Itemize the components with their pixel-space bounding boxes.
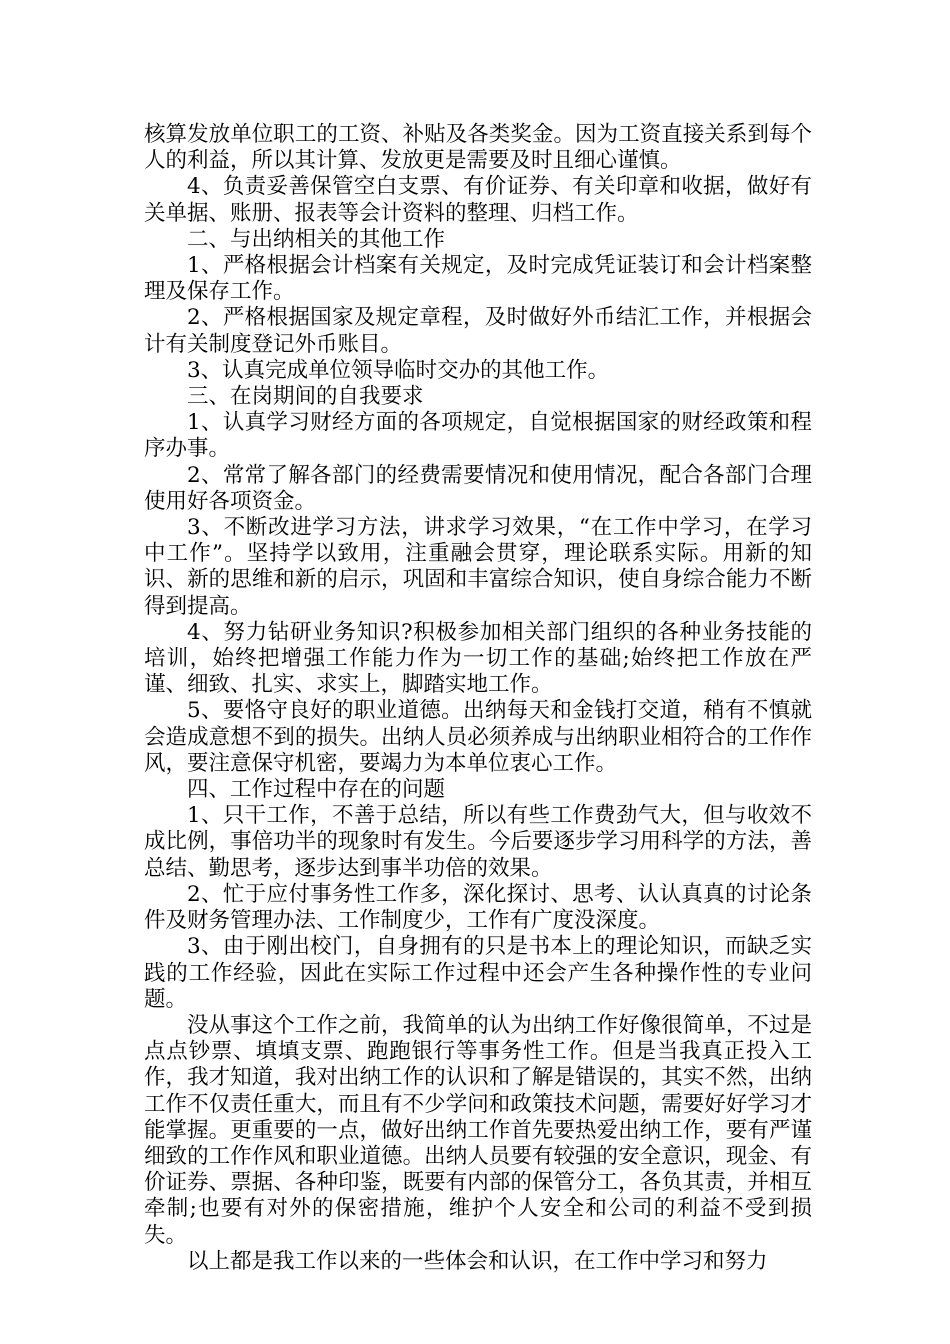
section-heading-2: 二、与出纳相关的其他工作: [187, 226, 446, 252]
paragraph-item-1-regulations: 1、认真学习财经方面的各项规定，自觉根据国家的财经政策和程序办事。: [144, 410, 812, 462]
paragraph-reflection: 没从事这个工作之前，我简单的认为出纳工作好像很简单，不过是点点钞票、填填支票、跑跑银行等事务性工作。但是当我真正投入工作，我才知道，我对出纳工作的认识和了解是错误的，其实不然，出纳工作不仅责任重大，而且有不少学问和政策技术问题，需要好好学习才能掌握。更重要的一点，做好出纳工作首先要热爱出纳工作，要有严谨细致的工作作风和职业道德。出纳人员要有较强的安全意识，现金、有价证券、票据、各种印鉴，既要有内部的保管分工，各负其责，并相互牵制;也要有对外的保密措施，维护个人安全和公司的利益不受到损失。: [144, 1012, 812, 1248]
paragraph-item-2-forex: 2、严格根据国家及规定章程，及时做好外币结汇工作，并根据会计有关制度登记外币账目。: [144, 305, 812, 357]
paragraph-item-3-experience: 3、由于刚出校门，自身拥有的只是书本上的理论知识，而缺乏实践的工作经验，因此在实际工作过程中还会产生各种操作性的专业问题。: [144, 934, 812, 1012]
paragraph-item-1-summary: 1、只干工作，不善于总结，所以有些工作费劲气大，但与收效不成比例，事倍功半的现象时有发生。今后要逐步学习用科学的方法，善总结、勤思考，逐步达到事半功倍的效果。: [144, 803, 812, 881]
paragraph-item-4-training: 4、努力钻研业务知识?积极参加相关部门组织的各种业务技能的培训，始终把增强工作能力作为一切工作的基础;始终把工作放在严谨、细致、扎实、求实上，脚踏实地工作。: [144, 619, 812, 698]
paragraph-item-2-depth: 2、忙于应付事务性工作多，深化探讨、思考、认认真真的讨论条件及财务管理办法、工作制度少，工作有广度没深度。: [144, 881, 812, 934]
paragraph-continued: 核算发放单位职工的工资、补贴及各类奖金。因为工资直接关系到每个人的利益，所以其计算、发放更是需要及时且细心谨慎。: [144, 122, 812, 174]
paragraph-item-3-learning: 3、不断改进学习方法，讲求学习效果，“在工作中学习，在学习中工作”。坚持学以致用，注重融会贯穿，理论联系实际。用新的知识、新的思维和新的启示，巩固和丰富综合知识，使自身综合能力不断得到提高。: [144, 515, 812, 619]
paragraph-closing: 以上都是我工作以来的一些体会和认识，在工作中学习和努力: [187, 1248, 768, 1274]
paragraph-item-4-safekeeping: 4、负责妥善保管空白支票、有价证券、有关印章和收据，做好有关单据、账册、报表等会计资料的整理、归档工作。: [144, 174, 812, 226]
paragraph-item-5-ethics: 5、要恪守良好的职业道德。出纳每天和金钱打交道，稍有不慎就会造成意想不到的损失。出纳人员必须养成与出纳职业相符合的工作作风，要注意保守机密，要竭力为本单位衷心工作。: [144, 698, 812, 776]
paragraph-item-3-other-tasks: 3、认真完成单位领导临时交办的其他工作。: [187, 357, 610, 383]
paragraph-item-1-archives: 1、严格根据会计档案有关规定，及时完成凭证装订和会计档案整理及保存工作。: [144, 253, 812, 305]
section-heading-3: 三、在岗期间的自我要求: [187, 384, 424, 410]
document-body: [144, 122, 812, 1275]
paragraph-item-2-funds: 2、常常了解各部门的经费需要情况和使用情况，配合各部门合理使用好各项资金。: [144, 462, 812, 514]
section-heading-4: 四、工作过程中存在的问题: [187, 777, 446, 803]
